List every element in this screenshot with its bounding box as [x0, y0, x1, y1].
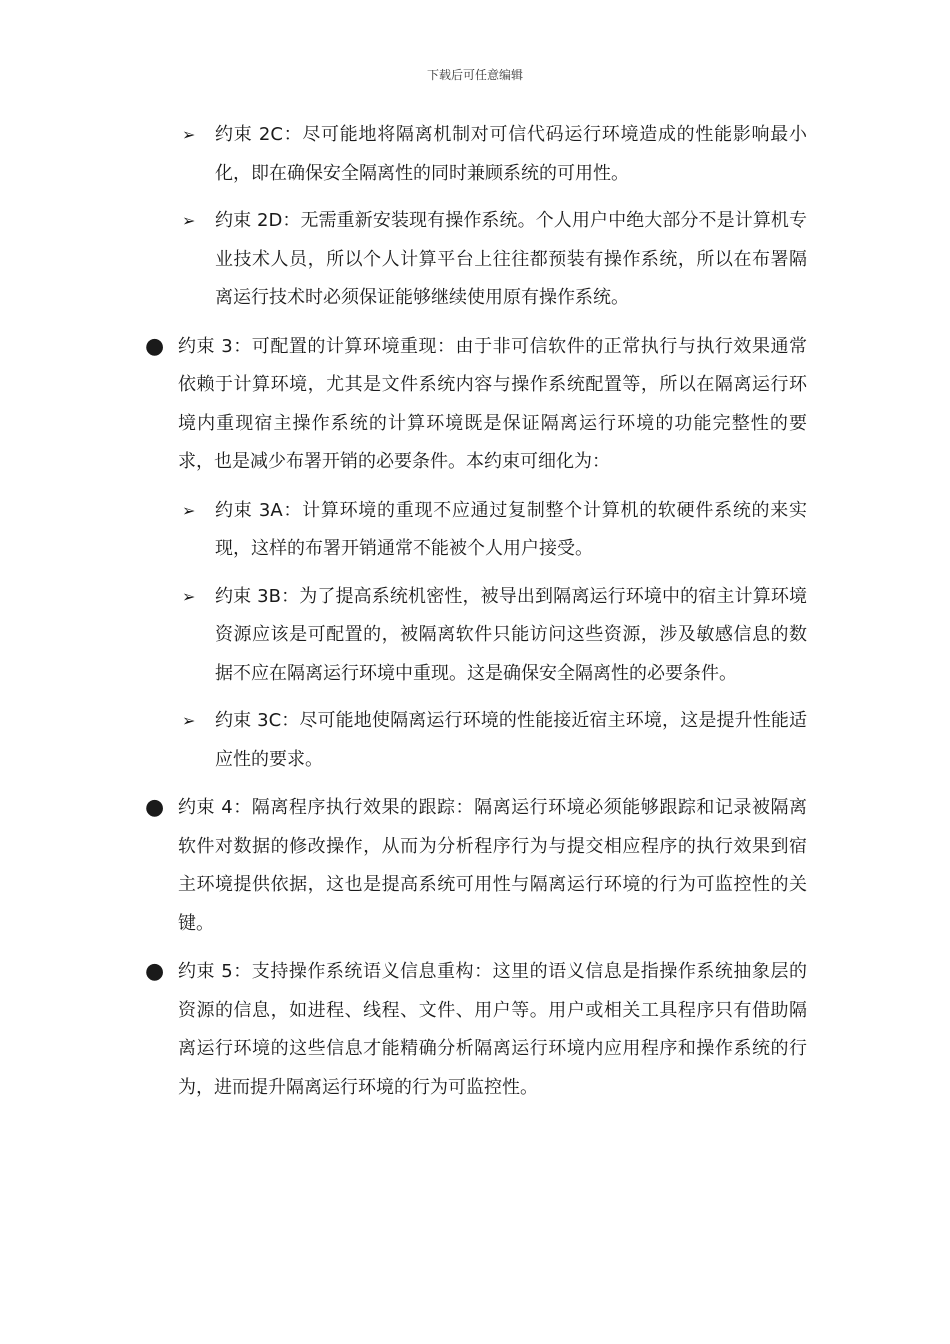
arrow-bullet-icon: ➢	[182, 125, 196, 144]
list-item-text: 约束 5：支持操作系统语义信息重构：这里的语义信息是指操作系统抽象层的资源的信息，如进程、线程、文件、用户等。用户或相关工具程序只有借助隔离运行环境的这些信息才能精确分析隔离运行环境内应用程序和操作系统的行为，进而提升隔离运行环境的行为可监控性。	[178, 961, 807, 1098]
dot-bullet-icon: ●	[145, 795, 165, 820]
arrow-bullet-icon: ➢	[182, 586, 196, 606]
arrow-bullet-icon: ➢	[182, 711, 196, 730]
arrow-bullet-icon: ➢	[182, 211, 196, 230]
list-item-text: 约束 4：隔离程序执行效果的跟踪：隔离运行环境必须能够跟踪和记录被隔离软件对数据的修改操作，从而为分析程序行为与提交相应程序的执行效果到宿主环境提供依据，这也是提高系统可用性与隔离运行环境的行为可监控性的关键。	[178, 797, 807, 934]
list-item-text: 约束 3：可配置的计算环境重现：由于非可信软件的正常执行与执行效果通常依赖于计算环境，尤其是文件系统内容与操作系统配置等，所以在隔离运行环境内重现宿主操作系统的计算环境既是保证隔离运行环境的功能完整性的要求，也是减少布署开销的必要条件。本约束可细化为：	[178, 335, 807, 472]
dot-bullet-icon: ●	[145, 959, 165, 984]
list-item-text: 约束 3B：为了提高系统机密性，被导出到隔离运行环境中的宿主计算环境资源应该是可配置的，被隔离软件只能访问这些资源，涉及敏感信息的数据不应在隔离运行环境中重现。这是确保安全隔离性的必要条件。	[215, 585, 807, 684]
arrow-bullet-icon: ➢	[182, 500, 196, 520]
list-item-3c	[182, 702, 807, 779]
list-item-3	[145, 328, 807, 482]
list-item-text: 约束 2C：尽可能地将隔离机制对可信代码运行环境造成的性能影响最小化，即在确保安全隔离性的同时兼顾系统的可用性。	[215, 124, 807, 184]
list-item-text: 约束 3A：计算环境的重现不应通过复制整个计算机的软硬件系统的来实现，这样的布署开销通常不能被个人用户接受。	[215, 499, 807, 559]
list-item-5	[145, 953, 807, 1107]
document-body	[0, 116, 950, 1107]
list-item-2c	[182, 116, 807, 193]
dot-bullet-icon: ●	[145, 333, 165, 359]
list-item-3a	[182, 492, 807, 569]
list-item-text: 约束 2D：无需重新安装现有操作系统。个人用户中绝大部分不是计算机专业技术人员，所以个人计算平台上往往都预装有操作系统，所以在布署隔离运行技术时必须保证能够继续使用原有操作系统。	[215, 210, 807, 308]
list-item-text: 约束 3C：尽可能地使隔离运行环境的性能接近宿主环境，这是提升性能适应性的要求。	[215, 710, 807, 770]
list-item-4	[145, 789, 807, 943]
page-header: 下载后可任意编辑	[426, 68, 523, 82]
list-item-3b	[182, 578, 807, 694]
list-item-2d	[182, 202, 807, 318]
